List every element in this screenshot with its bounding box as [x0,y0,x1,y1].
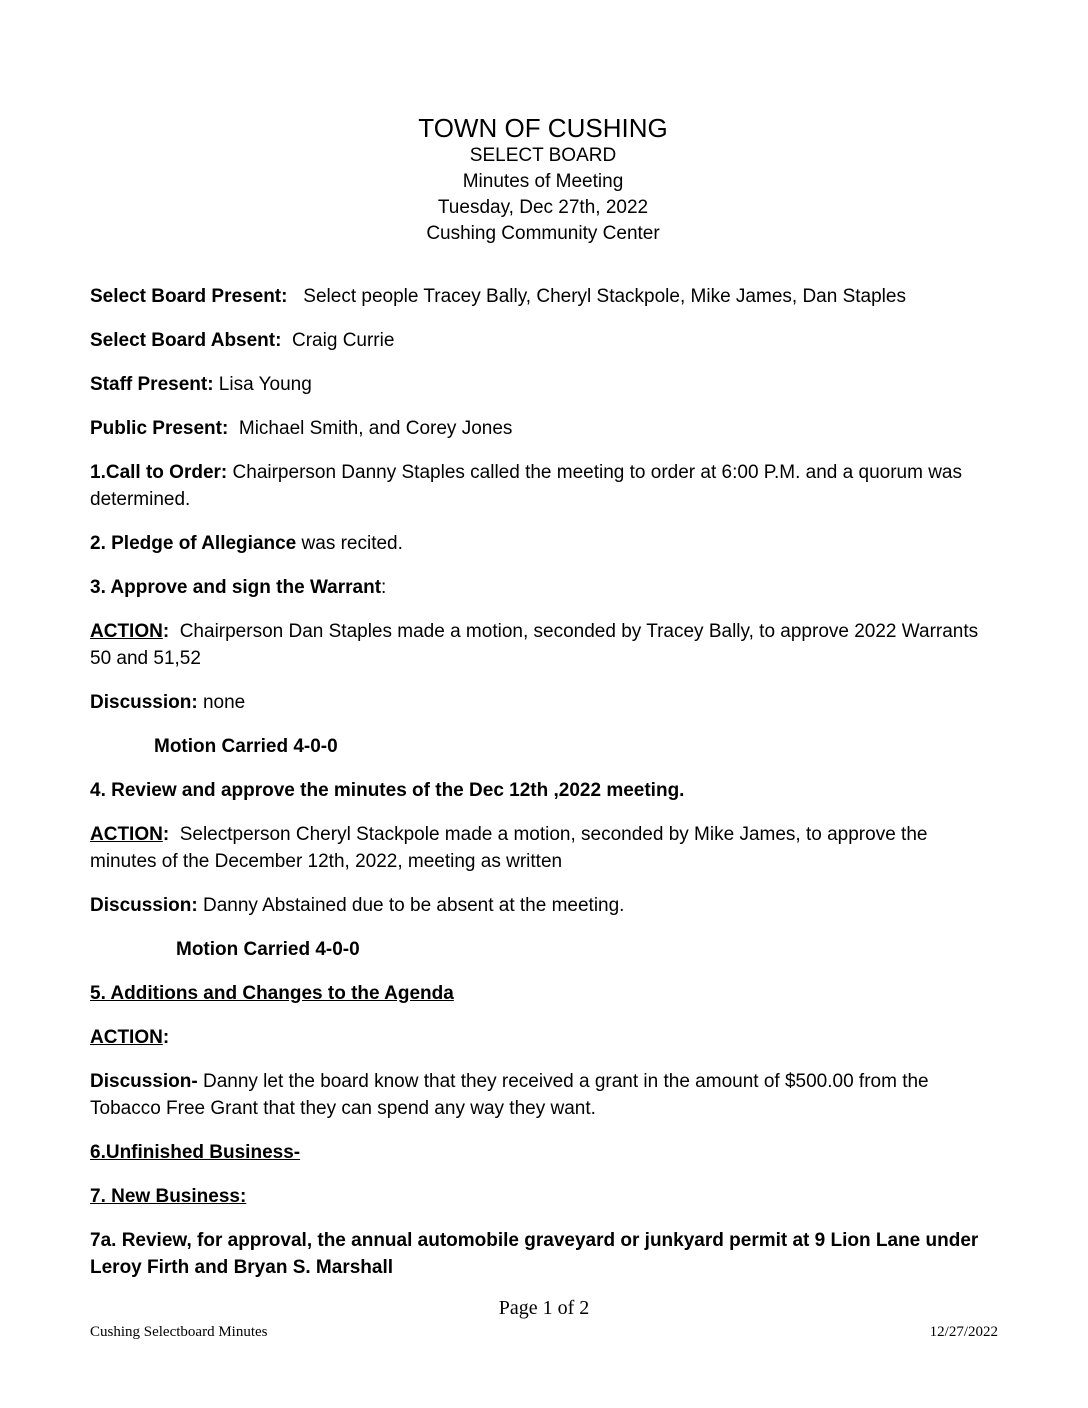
action-minutes: ACTION: Selectperson Cheryl Stackpole made a motion, seconded by Mike James, to approve the minutes of the December 12th, 2022, meeting as written [90,824,933,872]
discussion-warrant: Discussion: none [90,692,246,713]
document-content [90,113,996,1298]
footer [90,1324,998,1341]
page-number: Page 1 of 2 [498,1297,590,1319]
select-board-absent: Select Board Absent: Craig Currie [90,330,395,351]
document-header [90,113,996,247]
action-additions: ACTION: [90,1027,170,1048]
header-location: Cushing Community Center [426,223,660,244]
footer-date: 12/27/2022 [929,1324,998,1340]
item-unfinished-business: 6.Unfinished Business- [90,1142,301,1163]
item-new-business: 7. New Business: [90,1186,247,1207]
motion-carried-minutes: Motion Carried 4-0-0 [176,939,360,960]
motion-carried-warrant: Motion Carried 4-0-0 [154,736,338,757]
document-title: TOWN OF CUSHING [418,113,668,143]
item-warrant: 3. Approve and sign the Warrant: [90,577,387,598]
discussion-minutes: Discussion: Danny Abstained due to be absent at the meeting. [90,895,625,916]
select-board-present: Select Board Present: Select people Tracey Bally, Cheryl Stackpole, Mike James, Dan Staples [90,286,906,307]
public-present: Public Present: Michael Smith, and Corey Jones [90,418,513,439]
footer-document-title: Cushing Selectboard Minutes [90,1324,268,1340]
item-call-to-order: 1.Call to Order: Chairperson Danny Staples called the meeting to order at 6:00 P.M. and a quorum was determined. [90,462,968,510]
discussion-additions: Discussion- Danny let the board know that they received a grant in the amount of $500.00 from the Tobacco Free Grant that they can spend any way they want. [90,1071,934,1119]
item-pledge: 2. Pledge of Allegiance was recited. [90,533,403,554]
header-date: Tuesday, Dec 27th, 2022 [437,197,649,218]
staff-present: Staff Present: Lisa Young [90,374,312,395]
item-7a-junkyard-permit: 7a. Review, for approval, the annual automobile graveyard or junkyard permit at 9 Lion Lane under Leroy Firth and Bryan S. Marshall [90,1230,984,1278]
item-review-minutes: 4. Review and approve the minutes of the Dec 12th ,2022 meeting. [90,780,685,801]
item-additions-agenda: 5. Additions and Changes to the Agenda [90,983,454,1004]
action-warrant: ACTION: Chairperson Dan Staples made a motion, seconded by Tracey Bally, to approve 2022 Warrants 50 and 51,52 [90,621,984,669]
header-subtitle-minutes: Minutes of Meeting [462,171,624,192]
header-subtitle-board: SELECT BOARD [469,145,617,166]
